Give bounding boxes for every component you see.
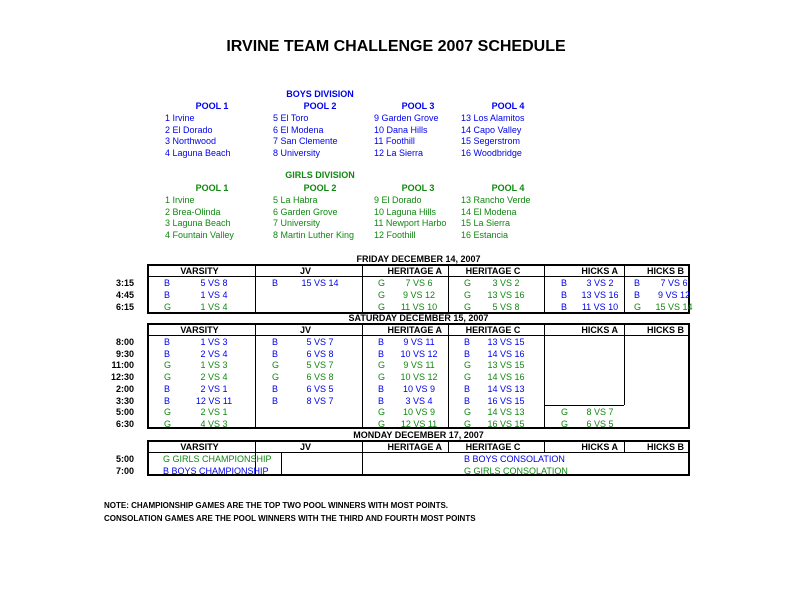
game-division-letter: G: [164, 407, 172, 418]
game-matchup: 14 VS 13: [487, 407, 525, 418]
girls-pool-4-team: 16 Estancia: [461, 230, 509, 241]
game-matchup: 5 VS 7: [306, 337, 334, 347]
game-division-letter: B: [464, 383, 471, 394]
row-divider: [544, 405, 624, 406]
boys-pool-2-team: 5 El Toro: [273, 113, 309, 123]
row-divider: [147, 335, 690, 336]
girls-pool-4-team: 15 La Sierra: [461, 218, 511, 229]
consolation-game: B BOYS CONSOLATION: [464, 454, 565, 464]
court-header-varsity: VARSITY: [180, 266, 219, 276]
game-division-letter: B: [378, 337, 385, 347]
consolation-game: G GIRLS CONSOLATION: [464, 465, 568, 476]
game-division-letter: B: [634, 290, 641, 300]
game-matchup: 6 VS 5: [586, 418, 614, 429]
day-heading: MONDAY DECEMBER 17, 2007: [353, 430, 484, 440]
game-matchup: 3 VS 2: [492, 278, 520, 288]
girls-pool-3-heading: POOL 3: [401, 183, 435, 193]
girls-pool-2-team: 7 University: [273, 218, 321, 229]
game-division-letter: G: [378, 302, 386, 312]
game-division-letter: B: [561, 302, 568, 312]
boys-pool-2-heading: POOL 2: [303, 101, 337, 111]
court-header-jv: JV: [299, 325, 311, 335]
game-matchup: 2 VS 1: [200, 383, 228, 394]
court-header-jv: JV: [299, 266, 311, 276]
boys-division-heading: BOYS DIVISION: [286, 89, 354, 99]
game-matchup: 2 VS 4: [200, 372, 228, 383]
time-slot: 11:00: [111, 360, 134, 371]
game-matchup: 9 VS 11: [403, 360, 435, 371]
game-division-letter: B: [164, 383, 171, 394]
court-header-heritage-a: HERITAGE A: [387, 442, 442, 452]
game-division-letter: G: [164, 372, 172, 383]
game-division-letter: G: [378, 418, 386, 429]
girls-pool-1-heading: POOL 1: [195, 183, 229, 193]
boys-pool-2-team: 6 El Modena: [273, 124, 324, 135]
time-slot: 6:30: [115, 418, 134, 429]
game-division-letter: G: [164, 302, 172, 312]
boys-pool-3-team: 12 La Sierra: [374, 148, 424, 159]
game-matchup: 10 VS 9: [402, 383, 436, 394]
game-matchup: 14 VS 16: [487, 372, 525, 383]
court-divider: [281, 452, 282, 476]
game-division-letter: B: [164, 348, 171, 359]
game-matchup: 2 VS 1: [200, 407, 228, 418]
court-header-hicks-b: HICKS B: [646, 266, 684, 276]
game-matchup: 5 VS 8: [492, 302, 520, 312]
boys-pool-3-heading: POOL 3: [401, 101, 435, 111]
game-matchup: 7 VS 6: [405, 278, 433, 288]
note-championship: NOTE: CHAMPIONSHIP GAMES ARE THE TOP TWO POOL WINNERS WITH MOST POINTS.: [104, 501, 449, 510]
girls-pool-1-team: 4 Fountain Valley: [165, 230, 234, 241]
girls-pool-4-heading: POOL 4: [491, 183, 525, 193]
game-division-letter: G: [272, 372, 280, 383]
boys-pool-1-team: 2 El Dorado: [165, 124, 213, 135]
girls-pool-3-team: 9 El Dorado: [374, 195, 422, 205]
game-matchup: 6 VS 8: [306, 372, 334, 383]
court-header-hicks-b: HICKS B: [646, 325, 684, 335]
game-matchup: 15 VS 14: [655, 302, 693, 312]
time-slot: 12:30: [110, 372, 134, 383]
court-header-hicks-b: HICKS B: [646, 442, 684, 452]
game-division-letter: B: [164, 290, 171, 300]
court-divider: [544, 323, 545, 429]
game-matchup: 13 VS 15: [487, 360, 525, 371]
court-header-heritage-a: HERITAGE A: [387, 266, 442, 276]
boys-pool-4-team: 15 Segerstrom: [461, 136, 521, 147]
game-matchup: 9 VS 11: [403, 337, 435, 347]
day-heading: SATURDAY DECEMBER 15, 2007: [348, 313, 489, 323]
girls-pool-3-team: 10 Laguna Hills: [374, 206, 437, 217]
game-matchup: 1 VS 3: [200, 337, 228, 347]
game-matchup: 12 VS 11: [195, 395, 233, 406]
game-matchup: 10 VS 12: [400, 372, 438, 383]
girls-pool-4-team: 14 El Modena: [461, 206, 517, 217]
game-matchup: 15 VS 14: [301, 278, 339, 288]
game-matchup: 1 VS 4: [200, 290, 228, 300]
game-division-letter: G: [464, 372, 472, 383]
day-heading: FRIDAY DECEMBER 14, 2007: [356, 254, 481, 264]
game-division-letter: G: [561, 418, 569, 429]
boys-pool-3-team: 10 Dana Hills: [374, 124, 428, 135]
court-header-heritage-c: HERITAGE C: [465, 442, 521, 452]
game-division-letter: G: [634, 302, 642, 312]
game-division-letter: B: [272, 337, 279, 347]
game-division-letter: B: [464, 348, 471, 359]
game-matchup: 3 VS 2: [586, 278, 614, 288]
game-matchup: 9 VS 12: [657, 290, 691, 300]
game-matchup: 10 VS 12: [400, 348, 438, 359]
game-matchup: 10 VS 9: [402, 407, 436, 418]
boys-pool-1-heading: POOL 1: [195, 101, 229, 111]
girls-pool-1-team: 3 Laguna Beach: [165, 218, 231, 229]
girls-pool-2-team: 5 La Habra: [273, 195, 318, 205]
time-slot: 8:00: [115, 337, 134, 347]
championship-game: B BOYS CHAMPIONSHIP: [163, 465, 269, 476]
girls-division-heading: GIRLS DIVISION: [285, 170, 355, 180]
game-division-letter: G: [378, 278, 386, 288]
game-matchup: 13 VS 16: [581, 290, 619, 300]
game-division-letter: G: [378, 407, 386, 418]
game-division-letter: G: [464, 290, 472, 300]
boys-pool-4-team: 14 Capo Valley: [461, 124, 522, 135]
court-header-heritage-a: HERITAGE A: [387, 325, 442, 335]
boys-pool-3-team: 9 Garden Grove: [374, 113, 439, 123]
game-matchup: 11 VS 10: [581, 302, 619, 312]
court-header-heritage-c: HERITAGE C: [465, 325, 521, 335]
game-division-letter: G: [378, 290, 386, 300]
game-division-letter: G: [464, 360, 472, 371]
game-matchup: 13 VS 15: [487, 337, 525, 347]
game-division-letter: B: [164, 337, 171, 347]
court-header-jv: JV: [299, 442, 311, 452]
court-divider: [255, 323, 256, 429]
time-slot: 9:30: [115, 348, 134, 359]
boys-pool-2-team: 8 University: [273, 148, 321, 159]
game-division-letter: B: [272, 383, 279, 394]
game-matchup: 13 VS 16: [487, 290, 525, 300]
game-matchup: 8 VS 7: [306, 395, 334, 406]
game-division-letter: B: [378, 395, 385, 406]
game-matchup: 1 VS 3: [200, 360, 228, 371]
game-division-letter: B: [272, 395, 279, 406]
girls-pool-3-team: 12 Foothill: [374, 230, 416, 241]
game-division-letter: G: [464, 407, 472, 418]
court-header-heritage-c: HERITAGE C: [465, 266, 521, 276]
time-slot: 3:30: [115, 395, 134, 406]
game-matchup: 11 VS 10: [400, 302, 438, 312]
game-division-letter: B: [464, 337, 471, 347]
boys-pool-1-team: 4 Laguna Beach: [165, 148, 231, 159]
game-division-letter: G: [561, 407, 569, 418]
game-matchup: 8 VS 7: [586, 407, 614, 418]
game-division-letter: B: [164, 395, 171, 406]
girls-pool-3-team: 11 Newport Harbo: [374, 218, 447, 229]
game-division-letter: B: [164, 278, 171, 288]
game-matchup: 9 VS 12: [402, 290, 436, 300]
game-matchup: 16 VS 15: [487, 395, 525, 406]
game-division-letter: B: [272, 278, 279, 288]
time-slot: 7:00: [115, 465, 134, 476]
championship-game: G GIRLS CHAMPIONSHIP: [163, 454, 272, 464]
game-matchup: 14 VS 13: [487, 383, 525, 394]
game-matchup: 5 VS 8: [200, 278, 228, 288]
game-matchup: 3 VS 4: [405, 395, 433, 406]
game-division-letter: B: [634, 278, 641, 288]
game-division-letter: B: [464, 395, 471, 406]
boys-pool-3-team: 11 Foothill: [374, 136, 415, 147]
game-division-letter: G: [164, 360, 172, 371]
boys-pool-2-team: 7 San Clemente: [273, 136, 338, 147]
time-slot: 3:15: [115, 278, 134, 288]
page-title: IRVINE TEAM CHALLENGE 2007 SCHEDULE: [226, 38, 566, 55]
game-division-letter: G: [464, 302, 472, 312]
game-division-letter: B: [378, 348, 385, 359]
boys-pool-4-team: 16 Woodbridge: [461, 148, 522, 159]
game-matchup: 6 VS 5: [306, 383, 334, 394]
row-divider: [147, 276, 690, 277]
boys-pool-4-heading: POOL 4: [491, 101, 525, 111]
girls-pool-4-team: 13 Rancho Verde: [461, 195, 531, 205]
game-division-letter: G: [378, 360, 386, 371]
girls-pool-1-team: 1 Irvine: [165, 195, 195, 205]
game-division-letter: G: [464, 278, 472, 288]
time-slot: 4:45: [115, 290, 134, 300]
court-header-hicks-a: HICKS A: [581, 266, 618, 276]
time-slot: 6:15: [115, 302, 134, 312]
game-division-letter: B: [561, 290, 568, 300]
girls-pool-1-team: 2 Brea-Olinda: [165, 206, 221, 217]
court-header-hicks-a: HICKS A: [581, 325, 618, 335]
boys-pool-1-team: 3 Northwood: [165, 136, 217, 147]
row-divider: [147, 452, 690, 453]
time-slot: 5:00: [115, 454, 134, 464]
court-header-varsity: VARSITY: [180, 442, 219, 452]
boys-pool-1-team: 1 Irvine: [165, 113, 195, 123]
court-header-varsity: VARSITY: [180, 325, 219, 335]
time-slot: 2:00: [115, 383, 134, 394]
game-matchup: 4 VS 3: [200, 418, 228, 429]
time-slot: 5:00: [115, 407, 134, 418]
court-header-hicks-a: HICKS A: [581, 442, 618, 452]
girls-pool-2-heading: POOL 2: [303, 183, 337, 193]
game-matchup: 1 VS 4: [200, 302, 228, 312]
game-division-letter: B: [272, 348, 279, 359]
game-matchup: 6 VS 8: [306, 348, 334, 359]
game-matchup: 14 VS 16: [487, 348, 525, 359]
game-division-letter: B: [561, 278, 568, 288]
game-division-letter: G: [272, 360, 280, 371]
game-matchup: 16 VS 15: [487, 418, 525, 429]
game-matchup: 7 VS 6: [660, 278, 688, 288]
note-consolation: CONSOLATION GAMES ARE THE POOL WINNERS WITH THE THIRD AND FOURTH MOST POINTS: [104, 514, 476, 523]
boys-pool-4-team: 13 Los Alamitos: [461, 113, 525, 123]
girls-pool-2-team: 8 Martin Luther King: [273, 230, 355, 241]
game-division-letter: B: [378, 383, 385, 394]
game-division-letter: G: [164, 418, 172, 429]
game-division-letter: G: [378, 372, 386, 383]
game-matchup: 5 VS 7: [306, 360, 334, 371]
girls-pool-2-team: 6 Garden Grove: [273, 206, 338, 217]
game-division-letter: G: [464, 418, 472, 429]
game-matchup: 2 VS 4: [200, 348, 228, 359]
game-matchup: 12 VS 11: [400, 418, 438, 429]
court-divider: [362, 323, 363, 429]
